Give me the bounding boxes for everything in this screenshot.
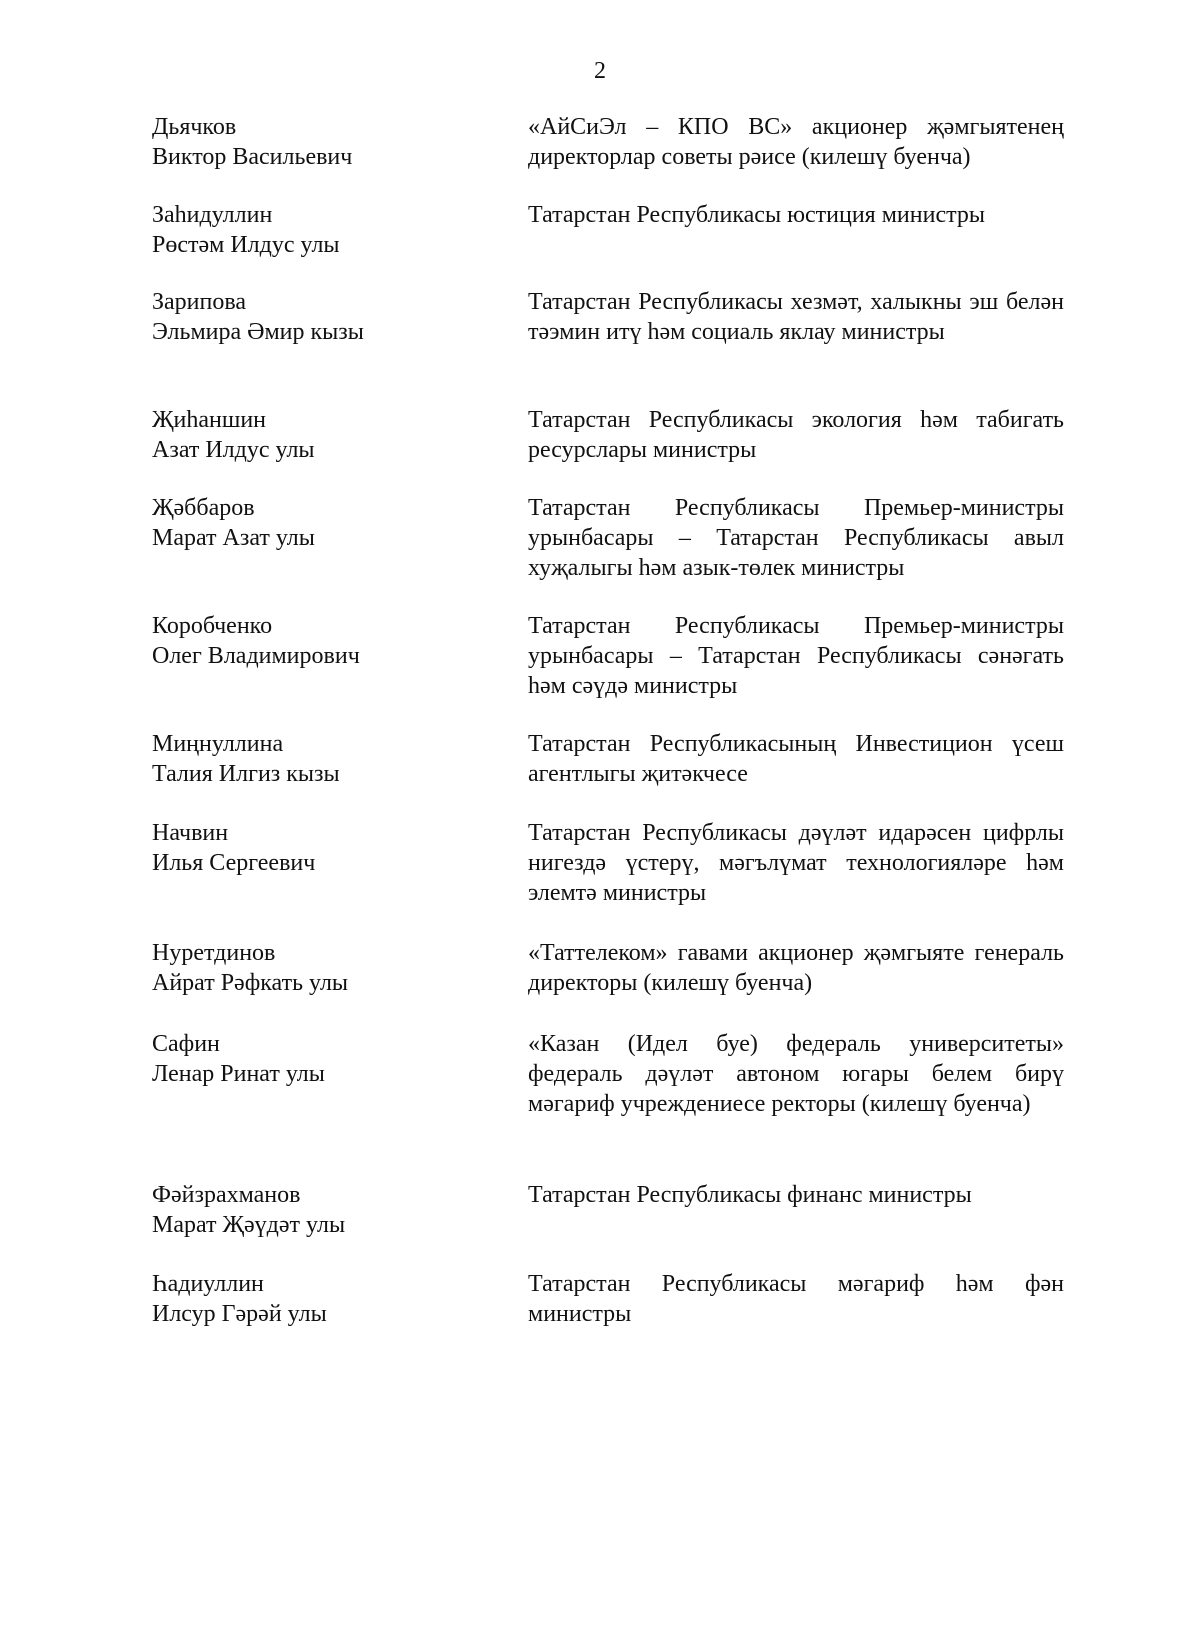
member-given-name: Илья Сергеевич	[152, 850, 316, 876]
member-surname: Начвин	[152, 820, 229, 846]
member-position: Татарстан Республикасы экология һәм табигать ресурслары министры	[528, 407, 1064, 463]
member-surname: Дьячков	[152, 114, 237, 140]
member-position: Татарстан Республикасының Инвестицион үсеш агентлыгы җитәкчесе	[528, 731, 1064, 787]
member-name	[152, 729, 512, 789]
member-position: Татарстан Республикасы юстиция министры	[528, 202, 985, 228]
member-name	[152, 493, 512, 553]
page-number: 2	[594, 58, 606, 84]
member-surname: Җиһаншин	[152, 407, 267, 433]
member-position: Татарстан Республикасы мәгариф һәм фән министры	[528, 1271, 1064, 1327]
member-name	[152, 287, 512, 347]
member-name	[152, 200, 512, 260]
member-given-name: Азат Илдус улы	[152, 437, 315, 463]
member-given-name: Эльмира Әмир кызы	[152, 319, 364, 345]
member-surname: Миңнуллина	[152, 731, 284, 757]
member-given-name: Олег Владимирович	[152, 643, 360, 669]
member-given-name: Рөстәм Илдус улы	[152, 232, 340, 258]
member-given-name: Марат Җәүдәт улы	[152, 1212, 346, 1238]
member-position: Татарстан Республикасы хезмәт, халыкны эш белән тәэмин итү һәм социаль яклау министры	[528, 289, 1064, 345]
member-name	[152, 1180, 512, 1240]
member-position: Татарстан Республикасы финанс министры	[528, 1182, 972, 1208]
member-name	[152, 112, 512, 172]
member-position: Татарстан Республикасы дәүләт идарәсен цифрлы нигездә үстерү, мәгълүмат технологияләре һәм элемтә министры	[528, 820, 1064, 906]
member-position: Татарстан Республикасы Премьер-министры урынбасары – Татарстан Республикасы сәнәгать һәм сәүдә министры	[528, 613, 1064, 699]
member-name	[152, 818, 512, 878]
member-surname: Сафин	[152, 1031, 220, 1057]
member-given-name: Айрат Рәфкать улы	[152, 970, 349, 996]
member-given-name: Ленар Ринат улы	[152, 1061, 325, 1087]
member-position: «Таттелеком» гавами акционер җәмгыяте генераль директоры (килешү буенча)	[528, 940, 1064, 996]
member-given-name: Талия Илгиз кызы	[152, 761, 340, 787]
member-surname: Һадиуллин	[152, 1271, 264, 1297]
member-given-name: Марат Азат улы	[152, 525, 315, 551]
member-name	[152, 1029, 512, 1089]
member-name	[152, 1269, 512, 1329]
member-name	[152, 405, 512, 465]
member-given-name: Виктор Васильевич	[152, 144, 353, 170]
member-surname: Коробченко	[152, 613, 273, 639]
member-position: Татарстан Республикасы Премьер-министры урынбасары – Татарстан Республикасы авыл хуҗалыгы һәм азык-төлек министры	[528, 495, 1064, 581]
member-position: «АйСиЭл – КПО ВС» акционер җәмгыятенең директорлар советы рәисе (килешү буенча)	[528, 114, 1064, 170]
member-position: «Казан (Идел буе) федераль университеты» федераль дәүләт автоном югары белем бирү мәгариф учреждениесе ректоры (килешү буенча)	[528, 1031, 1064, 1117]
member-surname: Фәйзрахманов	[152, 1182, 301, 1208]
member-surname: Заһидуллин	[152, 202, 273, 228]
member-given-name: Илсур Гәрәй улы	[152, 1301, 327, 1327]
member-surname: Нуретдинов	[152, 940, 276, 966]
member-name	[152, 611, 512, 671]
member-name	[152, 938, 512, 998]
member-surname: Зарипова	[152, 289, 247, 315]
member-surname: Җәббаров	[152, 495, 255, 521]
